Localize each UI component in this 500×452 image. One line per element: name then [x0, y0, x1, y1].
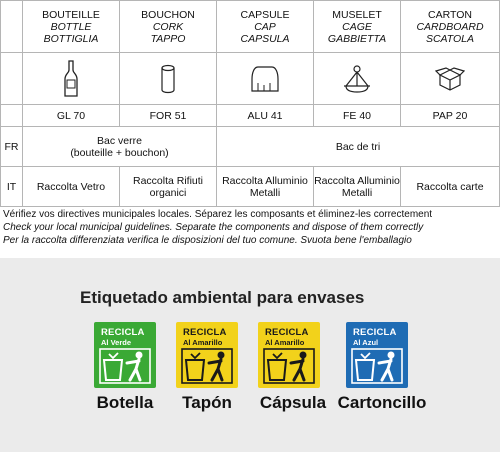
header-cork: [120, 1, 217, 53]
it-cell: Raccolta carte: [401, 167, 500, 207]
cage-cell: [314, 53, 401, 105]
recycle-bin-icon: [263, 348, 315, 384]
header-cage: [314, 1, 401, 53]
tile-heading: RECICLA: [183, 327, 227, 338]
col-en: CARDBOARD: [416, 20, 484, 33]
tile-heading: RECICLA: [101, 327, 145, 338]
note-en: Check your local municipal guidelines. Separate the components and dispose of them correctly: [3, 222, 424, 233]
tile-sub: Al Verde: [101, 338, 132, 347]
capsule-cell: [217, 53, 314, 105]
code-cell: PAP 20: [401, 105, 500, 127]
cage-icon: [340, 64, 374, 94]
col-en: CAP: [254, 20, 276, 33]
recycle-tile-green: [94, 322, 156, 388]
col-en: CORK: [152, 20, 184, 33]
bottle-icon: [63, 60, 79, 98]
header-box: [401, 1, 500, 53]
col-fr: CARTON: [428, 8, 472, 21]
recycle-bin-icon: [351, 348, 403, 384]
caption-botella: Botella: [96, 393, 154, 412]
row-label-fr: FR: [1, 127, 23, 167]
col-fr: BOUTEILLE: [42, 8, 100, 21]
code-cell: FOR 51: [120, 105, 217, 127]
box-cell: [401, 53, 500, 105]
fr-sort-bin: Bac de tri: [217, 127, 500, 167]
tile-heading: RECICLA: [265, 327, 309, 338]
it-cell: Raccolta Alluminio Metalli: [217, 167, 314, 207]
fr-row: [1, 127, 500, 167]
corner-cell: [1, 1, 23, 53]
spanish-title: Etiquetado ambiental para envases: [80, 288, 365, 307]
note-fr: Vérifiez vos directives municipales locales. Séparez les composants et éliminez-les correctement: [3, 209, 433, 220]
recycle-bin-icon: [181, 348, 233, 384]
cork-icon: [160, 64, 176, 94]
it-cell: Raccolta Vetro: [23, 167, 120, 207]
it-cell: Raccolta Rifiuti organici: [120, 167, 217, 207]
recycling-table: [0, 0, 500, 207]
code-row: [1, 105, 500, 127]
tile-sub: Al Azul: [353, 338, 379, 347]
code-cell: FE 40: [314, 105, 401, 127]
tile-heading: RECICLA: [353, 327, 397, 338]
header-row: [1, 1, 500, 53]
recycle-tile-yellow-1: [176, 322, 238, 388]
bottle-cell: [23, 53, 120, 105]
caption-tapon: Tapón: [182, 393, 232, 412]
col-fr: BOUCHON: [141, 8, 195, 21]
col-it: GABBIETTA: [327, 32, 387, 45]
recycle-tile-yellow-2: [258, 322, 320, 388]
caption-cartoncillo: Cartoncillo: [337, 393, 427, 412]
icon-row: [1, 53, 500, 105]
col-it: TAPPO: [150, 32, 186, 45]
disposal-notes: [3, 208, 499, 247]
cork-cell: [120, 53, 217, 105]
code-cell: GL 70: [23, 105, 120, 127]
code-cell: ALU 41: [217, 105, 314, 127]
row-label-it: IT: [1, 167, 23, 207]
col-en: CAGE: [342, 20, 372, 33]
caption-capsula: Cápsula: [259, 393, 327, 412]
col-it: SCATOLA: [425, 32, 475, 45]
note-it: Per la raccolta differenziata verifica le disposizioni del tuo comune. Svuota bene l'emballagio: [3, 235, 412, 246]
recycle-bin-icon: [99, 348, 151, 384]
blank-cell: [1, 105, 23, 127]
col-it: CAPSULA: [240, 32, 290, 45]
col-it: BOTTIGLIA: [43, 32, 99, 45]
col-fr: CAPSULE: [240, 8, 290, 21]
header-capsule: [217, 1, 314, 53]
recycle-tile-blue: [346, 322, 408, 388]
box-icon: [435, 67, 465, 91]
tile-sub: Al Amarillo: [265, 338, 305, 347]
header-bottle: [23, 1, 120, 53]
capsule-icon: [250, 63, 280, 95]
it-cell: Raccolta Alluminio Metalli: [314, 167, 401, 207]
spanish-label-section: [0, 258, 500, 452]
col-fr: MUSELET: [332, 8, 382, 21]
it-row: [1, 167, 500, 207]
col-en: BOTTLE: [50, 20, 92, 33]
blank-cell: [1, 53, 23, 105]
tile-sub: Al Amarillo: [183, 338, 223, 347]
fr-glass-bin: Bac verre (bouteille + bouchon): [23, 127, 217, 167]
